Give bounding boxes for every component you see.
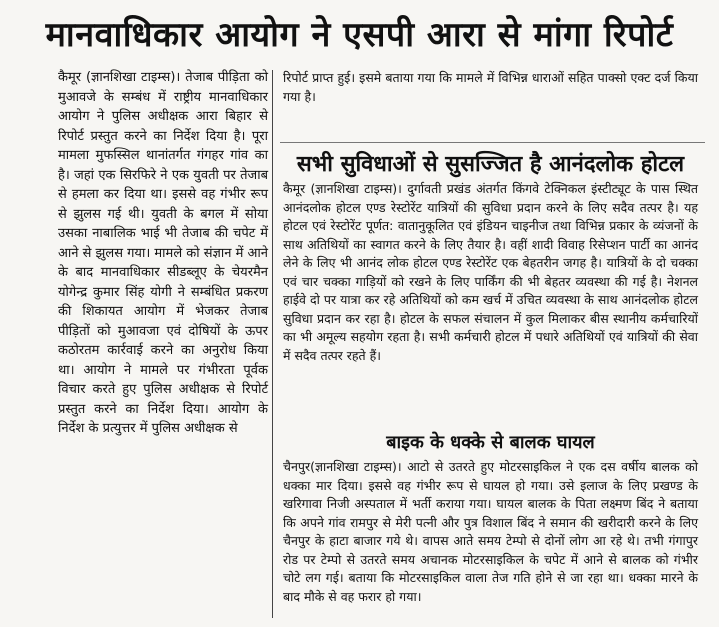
hotel-story-text: कैमूर (ज्ञानशिखा टाइम्स)। दुर्गावती प्रखंड अंतर्गत किंगवे टेक्निकल इंस्टीट्यूट के पास स्थित आनंदलोक होटल एण्ड रेस्टोरेंट यात्रियों की सुविधा प्रदान करने के लिए सदैव तत्पर है। यह होटल एवं रेस्टोरेंट पूर्णत: वातानुकूलित एवं इंडियन चाइनीज तथा विभिन्न प्रकार के व्यंजनों के साथ अतिथियों का स्वागत करने के लिए तैयार है। वहीं शादी विवाह रिसेप्शन पार्टी का आनंद लेने के लिए भी आनंद लोक होटल एण्ड रेस्टोरेंट एक बेहतरीन जगह है। यात्रियों के दो चक्का एवं चार चक्का गाड़ियों को रखने के लिए पार्किंग की भी बेहतर व्यवस्था की गई है। नेशनल हाईवे दो पर यात्रा कर रहे अतिथियों को कम खर्च में उचित व्यवस्था के साथ आनंदलोक होटल सुविधा प्रदान कर रहा है। होटल के सफल संचालन में कुल मिलाकर बीस स्थानीय कर्मचारियों का भी अमूल्य सहयोग रहता है। सभी कर्मचारी होटल में पधारे अतिथियों एवं यात्रियों की सेवा में सदैव तत्पर रहते हैं। [283,181,698,363]
hotel-story-body [283,180,698,365]
main-story-text: कैमूर (ज्ञानशिखा टाइम्स)। तेजाब पीड़िता को मुआवजे के सम्बंध में राष्ट्रीय मानवाधिकार आयोग ने पुलिस अधीक्षक आरा बिहार से रिपोर्ट प्रस्तुत करने का निर्देश दिया है। पूरा मामला मुफस्सिल थानांतर्गत गंगहर गांव का है। जहां एक सिरफिरे ने एक युवती पर तेजाब से हमला कर दिया था। इससे वह गंभीर रूप से झुलस गई थी। युवती के बगल में सोया उसका नाबालिक भाई भी तेजाब की चपेट में आने से झुलस गया। मामले को संज्ञान में आने के बाद मानवाधिकार सीडब्लूए के चेयरमैन योगेन्द्र कुमार सिंह योगी ने सम्बंधित प्रकरण की शिकायत आयोग में भेजकर तेजाब पीड़ितों को मुआवजा एवं दोषियों के ऊपर कठोरतम कार्रवाई करने का अनुरोध किया था। आयोग ने मामले पर गंभीरता पूर्वक विचार करते हुए पुलिस अधीक्षक से रिपोर्ट प्रस्तुत करने का निर्देश दिया। आयोग के निर्देश के प्रत्युत्तर में पुलिस अधीक्षक से [58,70,268,436]
accident-story-heading: बाइक के धक्के से बालक घायल [386,432,595,453]
accident-story-text: चैनपुर(ज्ञानशिखा टाइम्स)। आटो से उतरते हुए मोटरसाइकिल ने एक दस वर्षीय बालक को धक्का मार दिया। इससे वह गंभीर रूप से घायल हो गया। उसे इलाज के लिए प्रखण्ड के खरिगावा निजी अस्पताल में भर्ती कराया गया। घायल बालक के पिता लक्ष्मण बिंद ने बताया कि अपने गांव रामपुर से मेरी पत्नी और पुत्र विशाल बिंद ने समान की खरीदारी करने के लिए चैनपुर के हाटा बाजार गये थे। वापस आते समय टेम्पो से दोनों लोग आ रहे थे। तभी गंगापुर रोड पर टेम्पो से उतरते समय अचानक मोटरसाइकिल के चपेट में आने से बालक को गंभीर चोटे लग गई। बताया कि मोटरसाइकिल वाला तेज गति होने से जा रहा था। धक्का मारने के बाद मौके से वह फरार हो गया। [283,459,698,604]
headline: मानवाधिकार आयोग ने एसपी आरा से मांगा रिपोर्ट [45,15,674,55]
main-story-continuation [283,68,698,106]
hotel-story-heading: सभी सुविधाओं से सुसज्जित है आनंदलोक होटल [296,152,685,177]
main-story-continuation-text: रिपोर्ट प्राप्त हुई। इसमे बताया गया कि मामले में विभिन्न धाराओं सहित पाक्सो एक्ट दर्ज किया गया है। [283,70,698,104]
column-divider [272,70,273,618]
main-story-column [58,68,268,439]
section-divider [280,142,705,143]
accident-story-body [283,458,698,606]
